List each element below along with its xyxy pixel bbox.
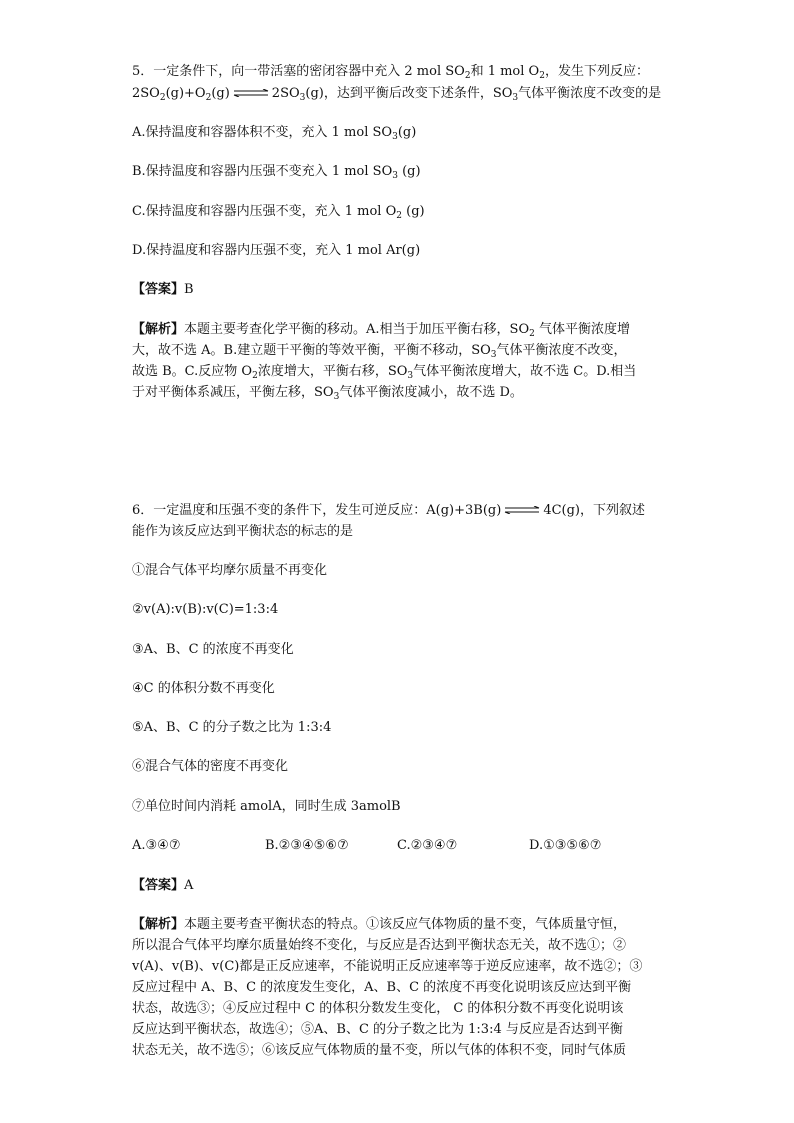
q6-item: ③A、B、C 的浓度不再变化 xyxy=(132,642,294,657)
q6-answer: 【答案】A xyxy=(132,878,194,893)
q6-analysis-line1: 【解析】本题主要考查平衡状态的特点。①该反应气体物质的量不变，气体质量守恒， xyxy=(132,917,627,932)
q5-stem-line1: 5．一定条件下，向一带活塞的密闭容器中充入 2 mol $SO_2$和 1 mol $O_2$，发生下列反应： xyxy=(132,64,649,81)
q5-option-b: B.保持温度和容器内压强不变充入 1 mol $SO_3$ (g) xyxy=(132,164,421,181)
q6-stem-line2: 能作为该反应达到平衡状态的标志的是 xyxy=(132,524,354,539)
q6-option-c: C.②③④⑦ xyxy=(397,838,458,853)
q6-analysis-line: v(A)、v(B)、v(C)都是正反应速率，不能说明正反应速率等于逆反应速率，故不选②；③ xyxy=(132,959,643,974)
q6-item: ①混合气体平均摩尔质量不再变化 xyxy=(132,563,328,578)
q6-option-d: D.①③⑤⑥⑦ xyxy=(529,838,602,853)
q5-analysis-line1: 【解析】本题主要考查化学平衡的移动。A.相当于加压平衡右移，$SO_2$ 气体平衡浓度增 xyxy=(132,322,630,339)
q5-analysis-line2: 大，故不选 A。B.建立题干平衡的等效平衡，平衡不移动，$SO_3$气体平衡浓度不改变， xyxy=(132,343,627,360)
q6-stem-line1: 6．一定温度和压强不变的条件下，发生可逆反应：A(g)+3B(g) 4C(g)，下列叙述 xyxy=(132,503,645,518)
q5-option-c: C.保持温度和容器内压强不变，充入 1 mol $O_2$ (g) xyxy=(132,204,425,221)
q6-analysis-line: 反应达到平衡状态，故选④；⑤A、B、C 的分子数之比为 1:3:4 与反应是否达到平衡 xyxy=(132,1022,623,1037)
q6-item: ⑦单位时间内消耗 amolA，同时生成 3amolB xyxy=(132,799,401,814)
q5-option-a: A.保持温度和容器体积不变，充入 1 mol $SO_3(g)$ xyxy=(132,125,417,142)
q6-analysis-line: 状态，故选③；④反应过程中 C 的体积分数发生变化， C 的体积分数不再变化说明该 xyxy=(132,1001,624,1016)
equilibrium-arrow-icon xyxy=(504,506,540,514)
q6-analysis-line: 状态无关，故不选⑤；⑥该反应气体物质的量不变，所以气体的体积不变，同时气体质 xyxy=(132,1043,627,1058)
q6-analysis-line: 所以混合气体平均摩尔质量始终不变化，与反应是否达到平衡状态无关，故不选①；② xyxy=(132,938,627,953)
q6-option-b: B.②③④⑤⑥⑦ xyxy=(265,838,349,853)
q5-answer: 【答案】B xyxy=(132,282,194,297)
q6-item: ⑥混合气体的密度不再变化 xyxy=(132,759,289,774)
q5-analysis-line3: 故选 B。C.反应物 $O_2$浓度增大，平衡右移，$SO_3$气体平衡浓度增大，故不选 C。D.相当 xyxy=(132,364,637,381)
q6-option-a: A.③④⑦ xyxy=(132,838,181,853)
q6-item: ④C 的体积分数不再变化 xyxy=(132,681,275,696)
q6-item: ⑤A、B、C 的分子数之比为 1:3:4 xyxy=(132,720,332,735)
q6-item: ②v(A):v(B):v(C)=1:3:4 xyxy=(132,602,279,617)
q5-stem-line2: $2SO_2(g)+O_2(g)$ $2SO_3(g)$，达到平衡后改变下述条件，$SO_3$气体平衡浓度不改变的是 xyxy=(132,86,662,103)
equilibrium-arrow-icon xyxy=(233,89,269,97)
q5-analysis-line4: 于对平衡体系减压，平衡左移，$SO_3$气体平衡浓度减小，故不选 D。 xyxy=(132,385,523,402)
q5-option-d: D.保持温度和容器内压强不变，充入 1 mol Ar(g) xyxy=(132,243,421,258)
q6-analysis-line: 反应过程中 A、B、C 的浓度发生变化，A、B、C 的浓度不再变化说明该反应达到平衡 xyxy=(132,980,632,995)
